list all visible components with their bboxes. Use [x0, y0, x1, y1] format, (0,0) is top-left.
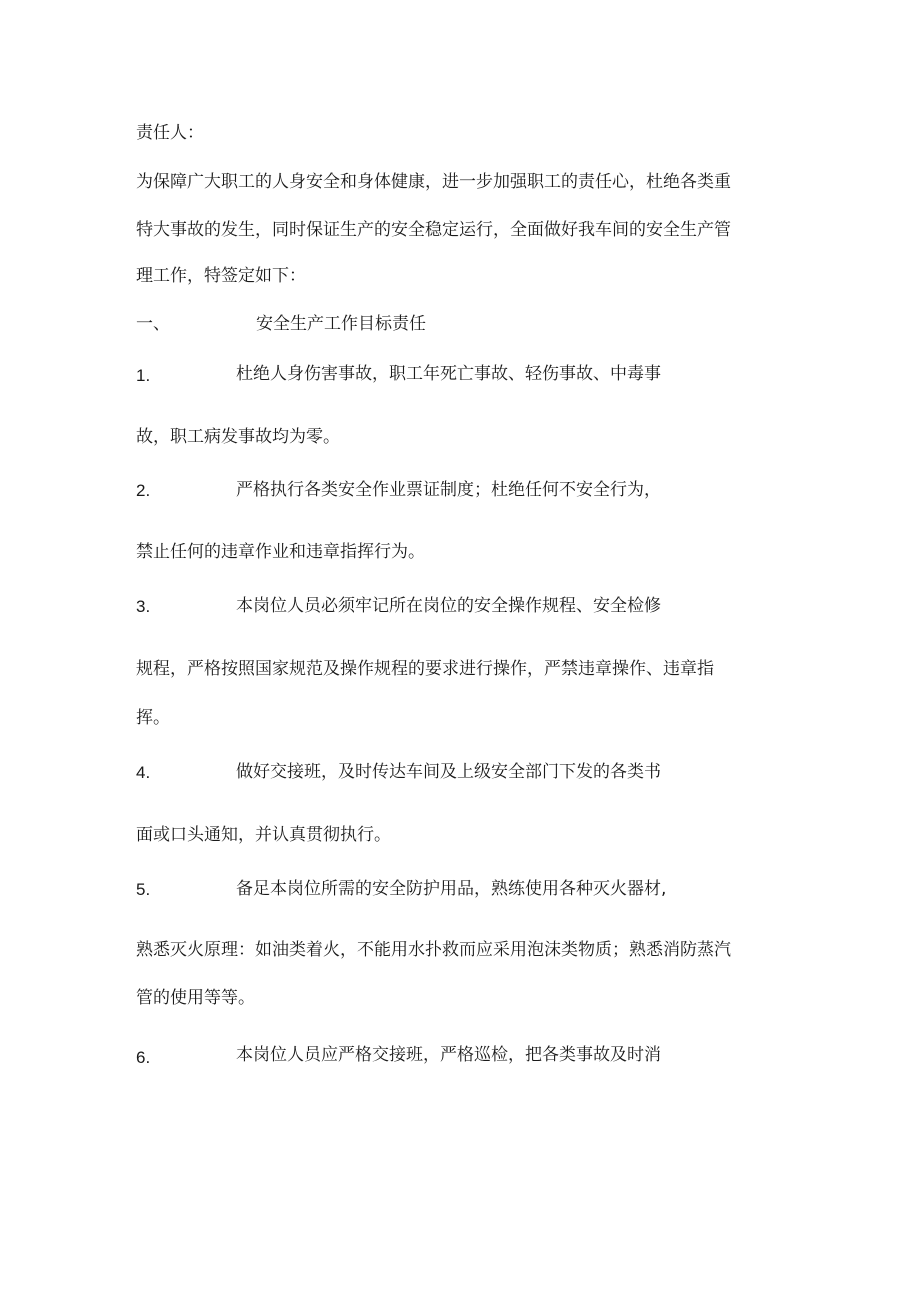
item-number: 6.	[136, 1048, 151, 1067]
item-continuation: 挥。	[136, 708, 170, 728]
intro-line-1: 为保障广大职工的人身安全和身体健康，进一步加强职工的责任心，杜绝各类重	[136, 172, 731, 192]
item-continuation: 面或口头通知，并认真贯彻执行。	[136, 825, 391, 845]
item-number: 5.	[136, 880, 151, 899]
item-first-line: 本岗位人员必须牢记所在岗位的安全操作规程、安全检修	[236, 596, 661, 616]
item-continuation: 规程，严格按照国家规范及操作规程的要求进行操作，严禁违章操作、违章指	[136, 659, 714, 679]
item-continuation: 管的使用等等。	[136, 988, 255, 1008]
intro-line-2: 特大事故的发生，同时保证生产的安全稳定运行，全面做好我车间的安全生产管	[136, 220, 731, 240]
item-first-line: 做好交接班，及时传达车间及上级安全部门下发的各类书	[236, 762, 661, 782]
intro-line-3: 理工作，特签定如下：	[136, 266, 306, 286]
item-continuation: 故，职工病发事故均为零。	[136, 427, 340, 447]
item-first-line: 本岗位人员应严格交接班，严格巡检，把各类事故及时消	[236, 1045, 661, 1065]
item-first-line: 严格执行各类安全作业票证制度；杜绝任何不安全行为，	[236, 480, 661, 500]
responsible-label: 责任人：	[136, 123, 204, 143]
section-title: 安全生产工作目标责任	[256, 314, 426, 334]
item-continuation: 禁止任何的违章作业和违章指挥行为。	[136, 542, 425, 562]
item-number: 2.	[136, 481, 151, 500]
section-number: 一、	[136, 314, 170, 334]
item-first-line: 备足本岗位所需的安全防护用品，熟练使用各种灭火器材,	[236, 879, 667, 899]
item-number: 3.	[136, 597, 151, 616]
item-number: 1.	[136, 366, 151, 385]
item-continuation: 熟悉灭火原理：如油类着火，不能用水扑救而应采用泡沫类物质；熟悉消防蒸汽	[136, 940, 731, 960]
item-number: 4.	[136, 763, 151, 782]
item-first-line: 杜绝人身伤害事故，职工年死亡事故、轻伤事故、中毒事	[236, 364, 661, 384]
